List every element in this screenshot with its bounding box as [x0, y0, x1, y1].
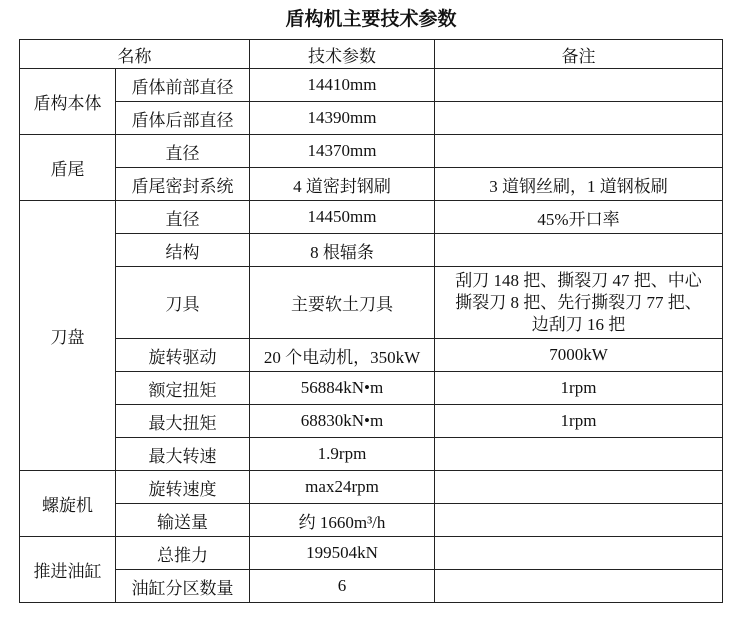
group-name: 螺旋机	[20, 471, 116, 537]
item-name: 旋转速度	[116, 471, 250, 504]
item-note	[435, 69, 723, 102]
item-note: 3 道钢丝刷，1 道钢板刷	[435, 168, 723, 201]
item-value: 14450mm	[250, 201, 435, 234]
item-value: 6	[250, 570, 435, 603]
item-name: 最大扭矩	[116, 405, 250, 438]
item-name: 盾体前部直径	[116, 69, 250, 102]
item-value: 20 个电动机，350kW	[250, 339, 435, 372]
item-name: 直径	[116, 135, 250, 168]
item-name: 盾尾密封系统	[116, 168, 250, 201]
note-line: 撕裂刀 8 把、先行撕裂刀 77 把、	[455, 292, 702, 312]
table-row	[20, 570, 723, 603]
item-value: 199504kN	[250, 537, 435, 570]
header-name: 名称	[20, 40, 250, 69]
item-note: 7000kW	[435, 339, 723, 372]
group-name: 盾尾	[20, 135, 116, 201]
item-name: 刀具	[116, 267, 250, 339]
item-name: 直径	[116, 201, 250, 234]
table-row	[20, 438, 723, 471]
item-note	[435, 504, 723, 537]
item-name: 油缸分区数量	[116, 570, 250, 603]
item-note	[435, 267, 723, 339]
item-value: 14410mm	[250, 69, 435, 102]
item-value: 4 道密封钢刷	[250, 168, 435, 201]
item-note	[435, 438, 723, 471]
item-note	[435, 135, 723, 168]
header-param: 技术参数	[250, 40, 435, 69]
table-row	[20, 339, 723, 372]
note-line: 边刮刀 16 把	[531, 314, 626, 334]
group-name: 刀盘	[20, 201, 116, 471]
item-name: 旋转驱动	[116, 339, 250, 372]
item-note	[435, 234, 723, 267]
item-value: 68830kN•m	[250, 405, 435, 438]
table-row	[20, 234, 723, 267]
table-row	[20, 168, 723, 201]
table-row	[20, 201, 723, 234]
table-row	[20, 135, 723, 168]
item-name: 额定扭矩	[116, 372, 250, 405]
item-name: 最大转速	[116, 438, 250, 471]
item-note	[435, 102, 723, 135]
group-name: 盾构本体	[20, 69, 116, 135]
item-value: 约 1660m³/h	[250, 504, 435, 537]
item-value: max24rpm	[250, 471, 435, 504]
table-row	[20, 471, 723, 504]
table-row	[20, 267, 723, 339]
item-note: 45%开口率	[435, 201, 723, 234]
header-note: 备注	[435, 40, 723, 69]
spec-table	[19, 39, 723, 603]
header-row	[20, 40, 723, 69]
item-value: 8 根辐条	[250, 234, 435, 267]
item-note	[435, 570, 723, 603]
item-value: 14390mm	[250, 102, 435, 135]
item-note	[435, 537, 723, 570]
note-line: 刮刀 148 把、撕裂刀 47 把、中心	[455, 270, 702, 290]
table-row	[20, 69, 723, 102]
table-row	[20, 537, 723, 570]
table-title: 盾构机主要技术参数	[285, 8, 457, 30]
item-note: 1rpm	[435, 405, 723, 438]
group-name: 推进油缸	[20, 537, 116, 603]
item-value: 56884kN•m	[250, 372, 435, 405]
item-name: 盾体后部直径	[116, 102, 250, 135]
table-row	[20, 405, 723, 438]
table-row	[20, 372, 723, 405]
table-row	[20, 102, 723, 135]
item-value: 主要软土刀具	[250, 267, 435, 339]
item-name: 结构	[116, 234, 250, 267]
item-note	[435, 471, 723, 504]
item-value: 1.9rpm	[250, 438, 435, 471]
item-value: 14370mm	[250, 135, 435, 168]
item-note: 1rpm	[435, 372, 723, 405]
item-name: 总推力	[116, 537, 250, 570]
table-row	[20, 504, 723, 537]
item-name: 输送量	[116, 504, 250, 537]
